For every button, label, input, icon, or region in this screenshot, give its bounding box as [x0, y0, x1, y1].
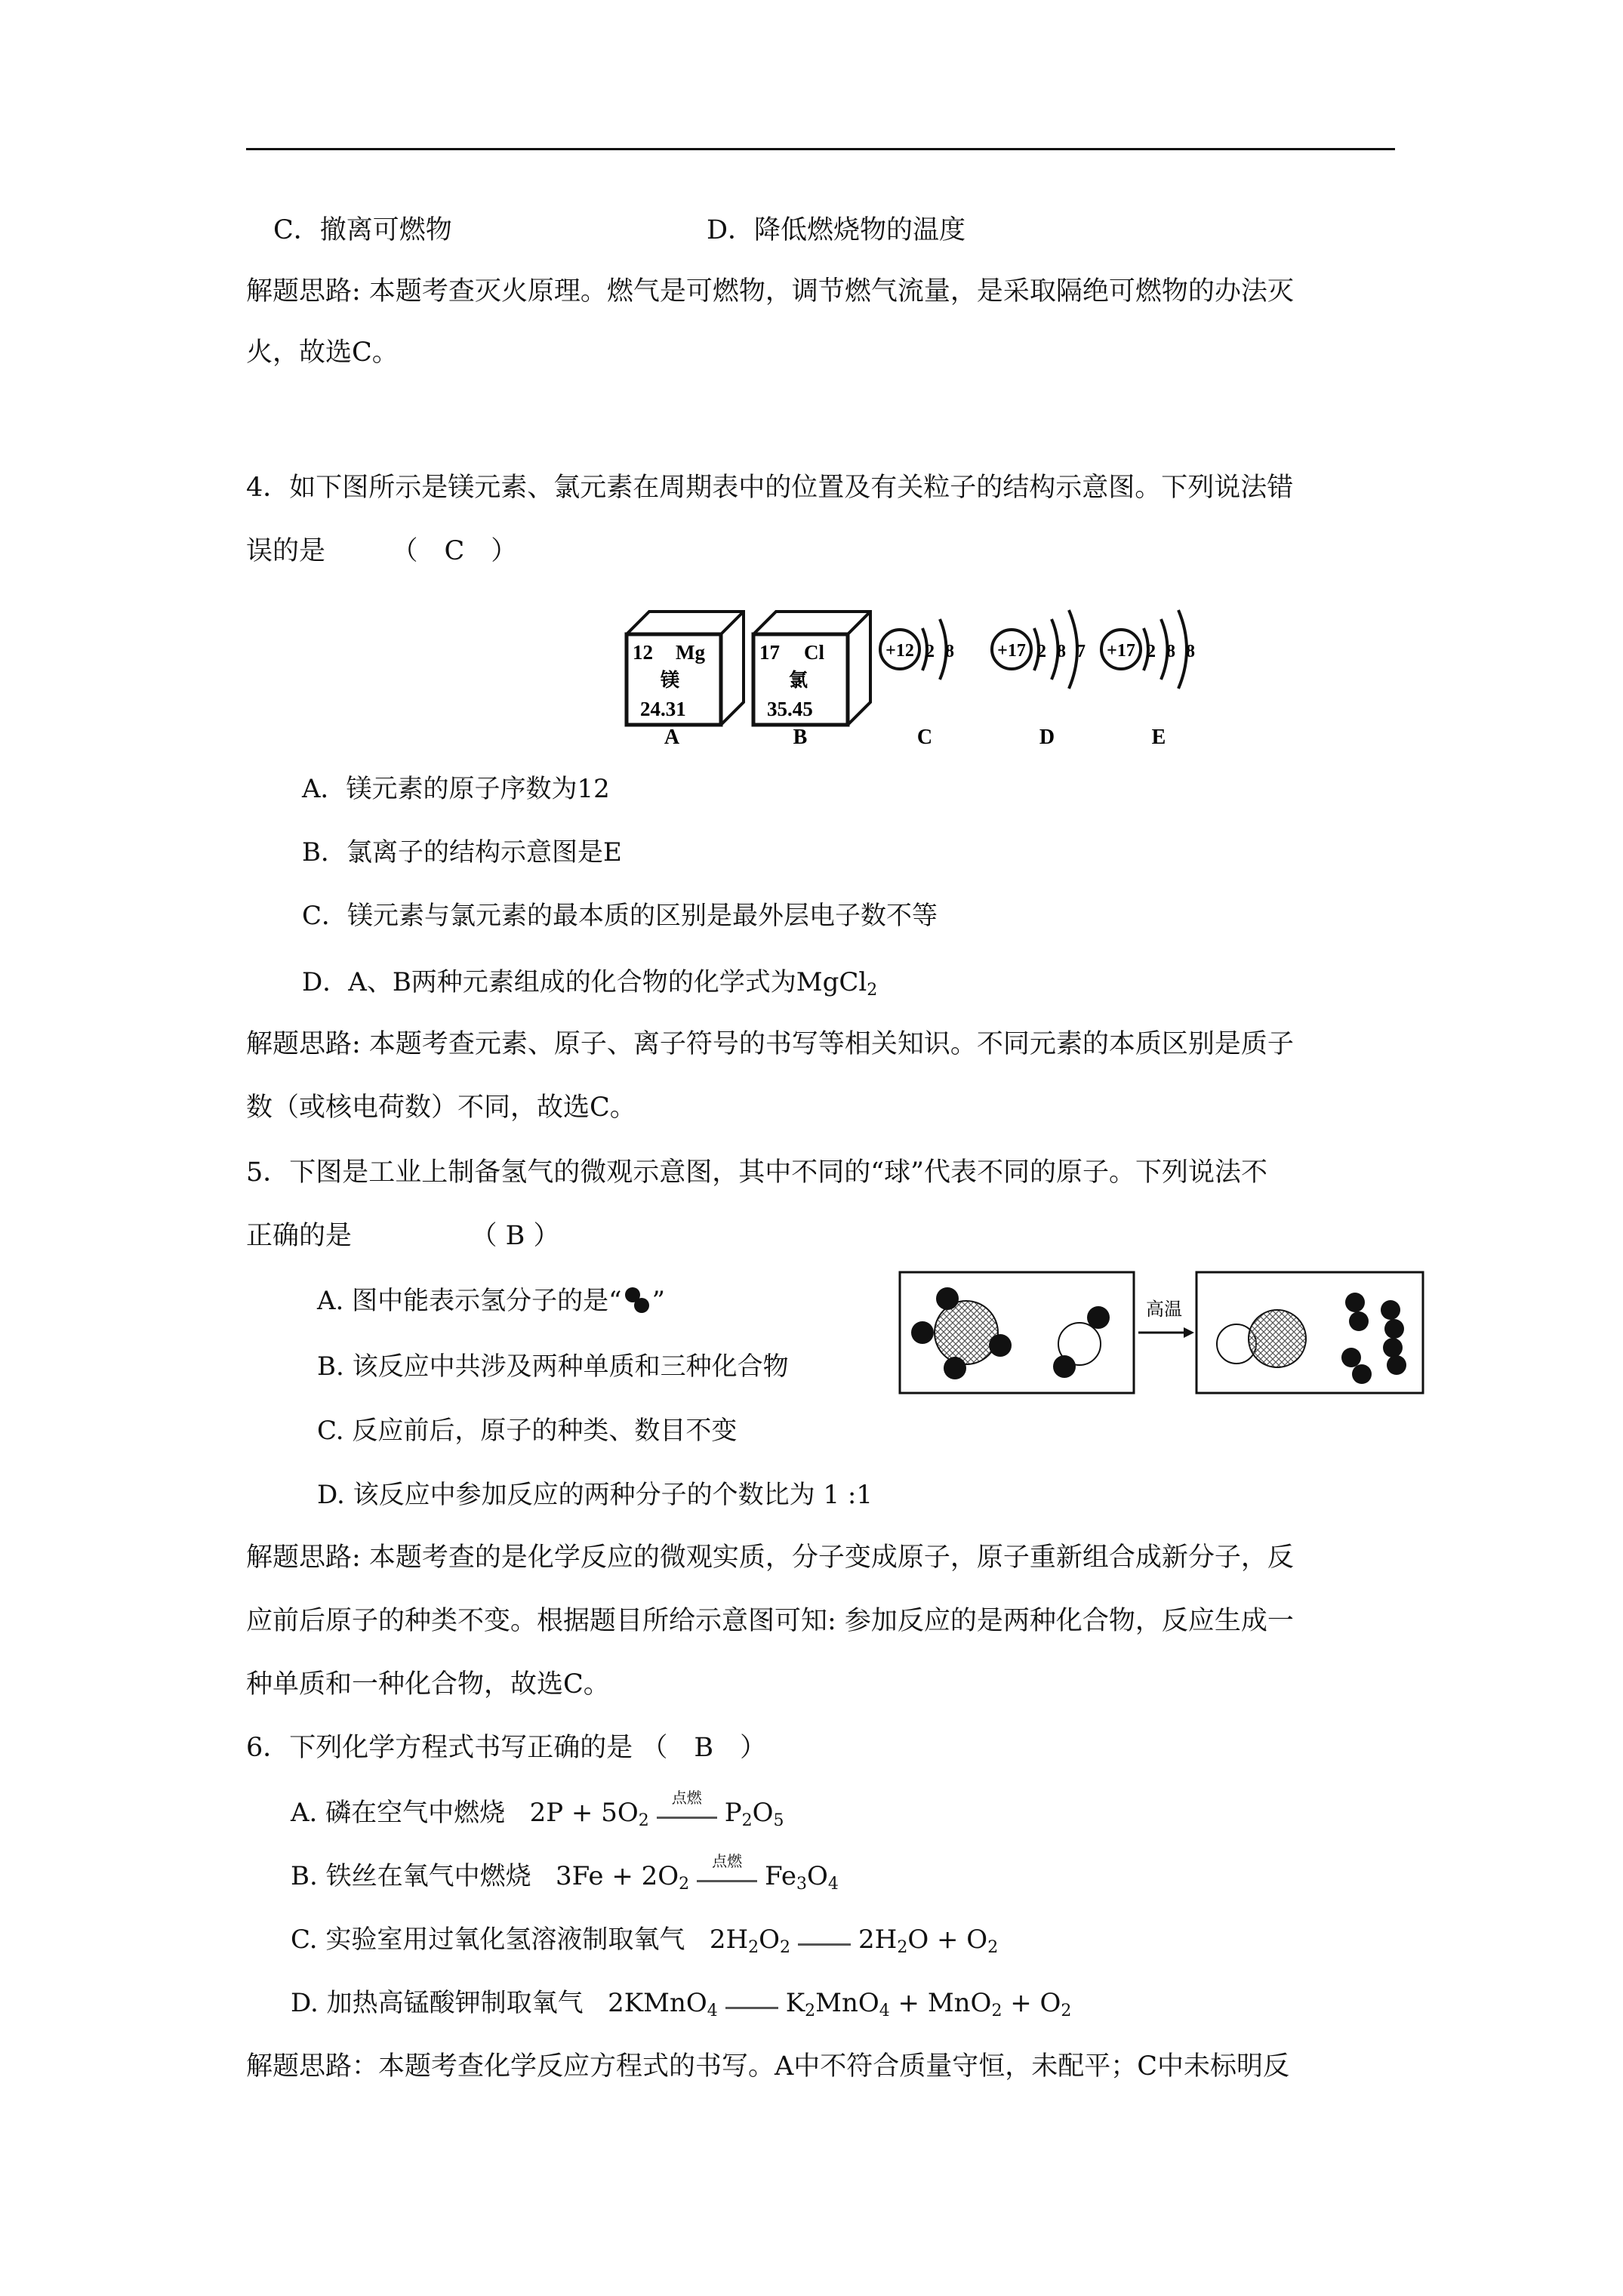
q5-option-c: C. 反应前后，原子的种类、数目不变	[317, 1416, 738, 1446]
c-nucleus: +12	[885, 641, 914, 661]
q4-analysis-line2: 数（或核电荷数）不同，故选C。	[246, 1093, 636, 1123]
figure-label-d: D	[1039, 726, 1055, 749]
mg-number: 12	[633, 641, 653, 664]
magnesium-cell	[627, 612, 744, 725]
q6-option-c-label: C. 实验室用过氧化氢溶液制取氧气	[291, 1925, 685, 1955]
q6-option-c	[291, 1922, 998, 1957]
reaction-condition: 高温	[1146, 1299, 1182, 1320]
reaction-arrow-a	[657, 1789, 717, 1826]
mg-symbol: Mg	[676, 641, 705, 664]
mg-name: 镁	[661, 670, 680, 691]
q6-option-a-label: A. 磷在空气中燃烧	[291, 1798, 506, 1828]
q4-analysis-line1: 解题思路: 本题考查元素、原子、离子符号的书写等相关知识。不同元素的本质区别是质子	[246, 1029, 1294, 1059]
q6-option-a-equation: $2P + 5O_2$ 点燃 $P_2O_5$	[529, 1789, 784, 1830]
hydrogen-molecule-icon	[622, 1285, 652, 1315]
q4-option-d-text: D．A、B两种元素组成的化合物的化学式为MgCl	[302, 967, 867, 997]
q5-option-a	[317, 1284, 665, 1318]
figure-label-b: B	[793, 726, 808, 749]
e-shell-2: 8	[1166, 642, 1175, 661]
q4-stem-line1: 4．如下图所示是镁元素、氯元素在周期表中的位置及有关粒子的结构示意图。下列说法错	[246, 473, 1294, 503]
reaction-arrow-b	[697, 1852, 757, 1889]
cl-number: 17	[759, 641, 780, 664]
header-rule	[246, 148, 1395, 150]
cl-name: 氯	[789, 670, 808, 691]
q6-option-b	[291, 1852, 839, 1894]
element-structure-figure	[619, 581, 1223, 751]
q6-option-d	[291, 1986, 1071, 2020]
q6-option-b-label: B. 铁丝在氧气中燃烧	[291, 1861, 531, 1891]
q5-option-a-text: A. 图中能表示氢分子的是“	[317, 1286, 622, 1316]
q3-option-c: C．撤离可燃物	[273, 215, 452, 245]
reaction-arrow-d	[725, 1993, 778, 2016]
reaction-arrow-c	[798, 1930, 851, 1952]
q4-option-a: A．镁元素的原子序数为12	[302, 774, 610, 804]
condition-a: 点燃	[671, 1789, 702, 1807]
q6-stem: 6．下列化学方程式书写正确的是 （ B ）	[246, 1733, 767, 1763]
cl-mass: 35.45	[767, 698, 813, 720]
figure-label-e: E	[1151, 726, 1166, 749]
condition-b: 点燃	[712, 1852, 743, 1870]
q5-option-a-close: ”	[651, 1286, 665, 1316]
q5-analysis-line3: 种单质和一种化合物，故选C。	[246, 1669, 610, 1700]
q3-option-d: D．降低燃烧物的温度	[707, 215, 966, 245]
q4-option-c: C．镁元素与氯元素的最本质的区别是最外层电子数不等	[302, 901, 938, 931]
d-shell-2: 8	[1057, 642, 1066, 661]
figure-label-a: A	[664, 726, 680, 749]
d-shell-1: 2	[1037, 642, 1046, 661]
mg-mass: 24.31	[640, 698, 686, 720]
q5-stem-line2: 正确的是 （ B ）	[246, 1221, 560, 1251]
chlorine-atom-diagram	[992, 610, 1086, 689]
q5-analysis-line1: 解题思路: 本题考查的是化学反应的微观实质，分子变成原子，原子重新组合成新分子，反	[246, 1542, 1294, 1573]
q6-option-c-equation: $2H_2O_2$ $2H_2O + O_2$	[709, 1925, 999, 1957]
q3-analysis-line1: 解题思路: 本题考查灭火原理。燃气是可燃物，调节燃气流量，是采取隔绝可燃物的办法灭	[246, 276, 1294, 307]
q5-option-d: D. 该反应中参加反应的两种分子的个数比为 1 :1	[317, 1480, 873, 1510]
q6-option-d-equation: 2KMnO$_4$ $K_2MnO_4 + MnO_2 + O_2$	[608, 1988, 1072, 2020]
q6-option-b-equation: $3Fe + 2O_2$ 点燃 $Fe_3O_4$	[556, 1852, 839, 1894]
c-shell-1: 2	[925, 642, 935, 661]
chloride-ion-diagram	[1101, 610, 1195, 689]
e-shell-3: 8	[1186, 642, 1195, 661]
chlorine-cell	[753, 612, 870, 725]
c-shell-2: 8	[945, 642, 954, 661]
q4-option-d	[302, 965, 877, 1000]
q6-option-d-label: D. 加热高锰酸钾制取氧气	[291, 1988, 584, 2018]
figure-label-c: C	[916, 726, 933, 749]
q5-option-b: B. 该反应中共涉及两种单质和三种化合物	[317, 1351, 789, 1382]
q6-option-a	[291, 1789, 784, 1830]
q4-option-b: B．氯离子的结构示意图是E	[302, 837, 622, 868]
q3-analysis-line2: 火，故选C。	[246, 337, 399, 368]
q5-stem-line1: 5．下图是工业上制备氢气的微观示意图，其中不同的“球”代表不同的原子。下列说法不	[246, 1157, 1268, 1188]
d-shell-3: 7	[1076, 642, 1086, 661]
cl-symbol: Cl	[804, 641, 824, 664]
q5-analysis-line2: 应前后原子的种类不变。根据题目所给示意图可知: 参加反应的是两种化合物，反应生成一	[246, 1606, 1294, 1636]
q6-analysis-line1: 解题思路：本题考查化学反应方程式的书写。A中不符合质量守恒，未配平；C中未标明反	[246, 2051, 1290, 2082]
q4-stem-line2: 误的是 （ C ）	[246, 536, 518, 566]
q4-option-d-subscript: 2	[867, 981, 878, 1000]
magnesium-ion-diagram	[880, 619, 954, 680]
e-shell-1: 2	[1147, 642, 1156, 661]
d-nucleus: +17	[997, 641, 1026, 661]
reaction-micro-diagram	[898, 1268, 1427, 1397]
e-nucleus: +17	[1107, 641, 1135, 661]
